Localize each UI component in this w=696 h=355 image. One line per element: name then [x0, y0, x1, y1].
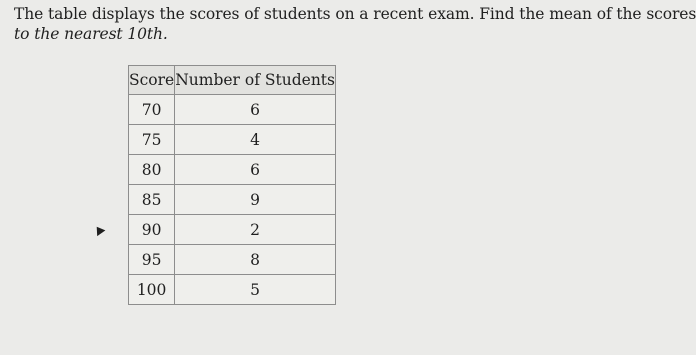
table-row [129, 185, 336, 215]
question-line-1: The table displays the scores of students on a recent exam. Find the mean of the scores [14, 5, 696, 23]
students-cell: 2 [175, 215, 336, 245]
score-cell: 90 [129, 215, 175, 245]
table-row [129, 125, 336, 155]
table-row [129, 95, 336, 125]
score-cell: 75 [129, 125, 175, 155]
table-row [129, 245, 336, 275]
students-cell: 9 [175, 185, 336, 215]
table-header-row [129, 66, 336, 95]
score-column-header: Score [129, 66, 175, 95]
question-line-2: to the nearest 10th. [14, 25, 168, 43]
table-row [129, 155, 336, 185]
students-cell: 4 [175, 125, 336, 155]
score-cell: 95 [129, 245, 175, 275]
score-cell: 70 [129, 95, 175, 125]
students-cell: 6 [175, 155, 336, 185]
students-cell: 8 [175, 245, 336, 275]
score-cell: 100 [129, 275, 175, 305]
score-cell: 85 [129, 185, 175, 215]
students-column-header: Number of Students [175, 66, 336, 95]
score-cell: 80 [129, 155, 175, 185]
table-row [129, 275, 336, 305]
mouse-pointer-icon [93, 224, 106, 236]
students-cell: 6 [175, 95, 336, 125]
students-cell: 5 [175, 275, 336, 305]
scores-table [128, 65, 336, 305]
question-text [14, 4, 696, 44]
table-row [129, 215, 336, 245]
